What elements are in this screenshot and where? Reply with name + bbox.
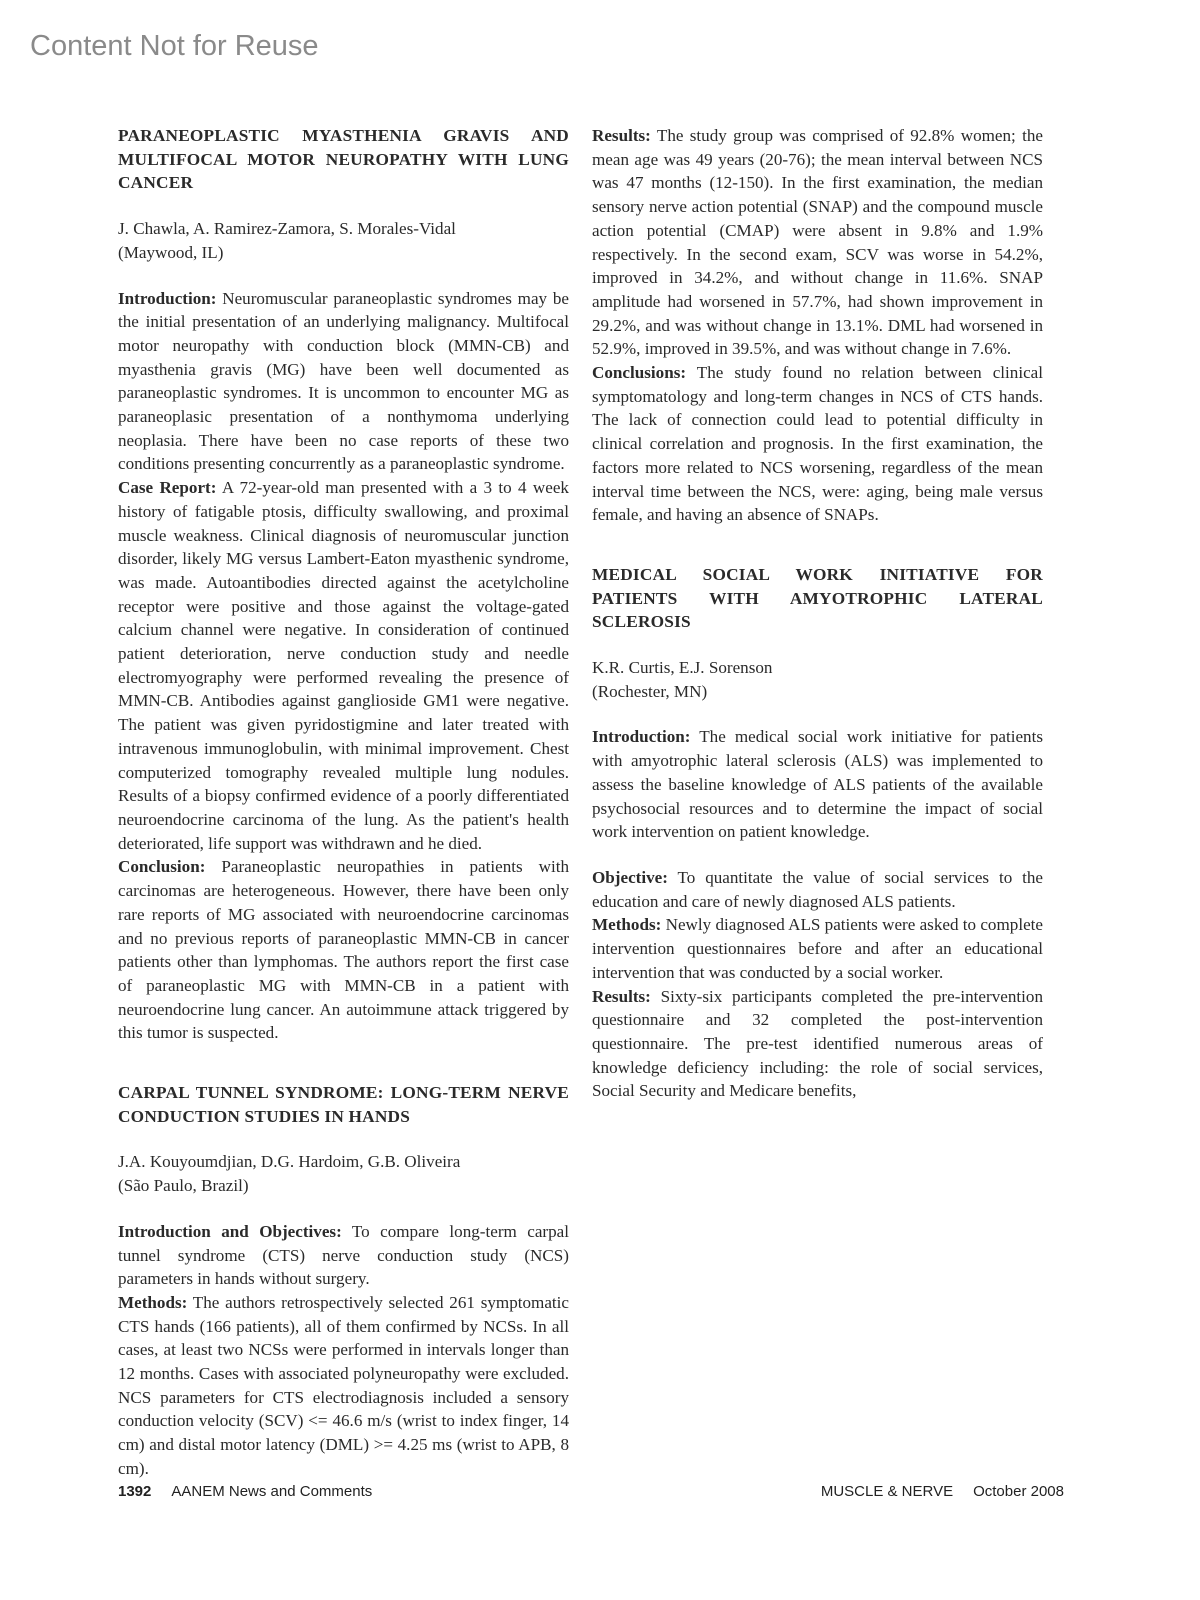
footer-left: [118, 1483, 372, 1500]
article3-authors: [592, 656, 1043, 703]
article2-intro-text: To compare long-term carpal tunnel syndrome (CTS) nerve conduction study (NCS) parameters in hands without surgery.: [118, 1221, 569, 1289]
left-column: [118, 124, 569, 1481]
article1-authors: [118, 217, 569, 264]
article1-title: PARANEOPLASTIC MYASTHENIA GRAVIS AND MULTIFOCAL MOTOR NEUROPATHY WITH LUNG CANCER: [118, 126, 569, 193]
article3-methods-label: Methods:: [592, 915, 662, 935]
article2-author-names: J.A. Kouyoumdjian, D.G. Hardoim, G.B. Oliveira: [118, 1152, 461, 1172]
article1-case-text: A 72-year-old man presented with a 3 to 4 week history of fatigable ptosis, difficulty swallowing, and proximal muscle weakness. Clinical diagnosis of neuromuscular junction disorder, likely MG versus Lambert-Eaton myasthenic syndrome, was made. Autoantibodies directed against the acetylcholine receptor were positive and those against the voltage-gated calcium channel were negative. In consideration of continued patient deterioration, nerve conduction study and needle electromyography were performed revealing the presence of MMN-CB. Antibodies against ganglioside GM1 were negative. The patient was given pyridostigmine and later treated with intravenous immunoglobulin, with minimal improvement. Chest computerized tomography revealed multiple lung nodules. Results of a biopsy confirmed evidence of a poorly differentiated neuroendocrine carcinoma of the lung. As the patient's health deteriorated, life support was withdrawn and he died.: [118, 478, 569, 853]
article3-methods: [592, 913, 1043, 984]
article2-intro-label: Introduction and Objectives:: [118, 1221, 342, 1241]
article2-conclusions-label: Conclusions:: [592, 363, 687, 383]
article2-methods-text: The authors retrospectively selected 261 symptomatic CTS hands (166 patients), all of them confirmed by NCSs. In all cases, at least two NCSs were performed in intervals longer than 12 months. Cases with associated polyneuropathy were excluded. NCS parameters for CTS electrodiagnosis included a sensory conduction velocity (SCV) <= 46.6 m/s (wrist to index finger, 14 cm) and distal motor latency (DML) >= 4.25 ms (wrist to APB, 8 cm).: [118, 1292, 570, 1478]
article1-conclusion: [118, 855, 569, 1045]
article1-conclusion-text: Paraneoplastic neuropathies in patients with carcinomas are heterogeneous. However, there have been only rare reports of MG associated with neuroendocrine carcinomas and no previous reports of paraneoplastic MMN-CB in cancer patients other than lymphomas. The authors report the first case of paraneoplastic MG with MMN-CB in a patient with neuroendocrine lung cancer. An autoimmune attack triggered by this tumor is suspected.: [118, 857, 569, 1043]
article2-results-text: The study group was comprised of 92.8% women; the mean age was 49 years (20-76); the mean interval between NCS was 47 months (12-150). In the first examination, the median sensory nerve action potential (SNAP) and the compound muscle action potential (CMAP) were absent in 9.8% and 1.9% respectively. In the second exam, SCV was worse in 54.2%, improved in 34.2%, and without change in 11.6%. SNAP amplitude had worsened in 57.7%, had shown improvement in 29.2%, and was without change in 13.1%. DML had worsened in 52.9%, improved in 39.5%, and was without change in 7.6%.: [592, 126, 1043, 359]
article3-objective-label: Objective:: [592, 867, 668, 887]
footer-section: AANEM News and Comments: [171, 1483, 373, 1500]
article2-introduction: [118, 1220, 569, 1291]
article2-results-label: Results:: [592, 126, 651, 145]
article3-title: MEDICAL SOCIAL WORK INITIATIVE FOR PATIENTS WITH AMYOTROPHIC LATERAL SCLEROSIS: [592, 564, 1043, 632]
article2-location: (São Paulo, Brazil): [118, 1176, 249, 1196]
article1-introduction: [118, 287, 569, 477]
footer-right: [821, 1483, 1064, 1500]
article3-intro-label: Introduction:: [592, 727, 691, 747]
article2-conclusions: [592, 361, 1043, 527]
article2-conclusions-text: The study found no relation between clinical symptomatology and long-term changes in NCS of CTS hands. The lack of connection could lead to potential difficulty in clinical correlation and prognosis. In the first examination, the factors more related to NCS worsening, regardless of the mean interval time between the NCS, were: aging, being male versus female, and having an absence of SNAPs.: [592, 363, 1044, 525]
article1-case-report: [118, 476, 569, 855]
article2-title: CARPAL TUNNEL SYNDROME: LONG-TERM NERVE CONDUCTION STUDIES IN HANDS: [118, 1083, 569, 1126]
article2-methods: [118, 1291, 569, 1481]
article2-methods-label: Methods:: [118, 1292, 188, 1312]
article3-location: (Rochester, MN): [592, 681, 708, 701]
article2-results: [592, 124, 1043, 361]
article3-intro-text: The medical social work initiative for patients with amyotrophic lateral sclerosis (ALS) was implemented to assess the baseline knowledge of ALS patients of the available psychosocial resources and to determine the impact of social work intervention on patient knowledge.: [592, 727, 1043, 842]
article2-authors: [118, 1150, 569, 1197]
article3-author-names: K.R. Curtis, E.J. Sorenson: [592, 658, 773, 678]
article3-objective-text: To quantitate the value of social services to the education and care of newly diagnosed ALS patients.: [592, 867, 1044, 911]
article1-conclusion-label: Conclusion:: [118, 857, 206, 877]
article3-results-label: Results:: [592, 986, 651, 1006]
right-column: [592, 124, 1043, 1103]
page-number: 1392: [118, 1483, 152, 1500]
article1-location: (Maywood, IL): [118, 242, 224, 262]
watermark: Content Not for Reuse: [30, 30, 319, 62]
article3-introduction: [592, 725, 1043, 844]
article1-case-label: Case Report:: [118, 478, 217, 498]
article3-results-text: Sixty-six participants completed the pre-intervention questionnaire and 32 completed the post-intervention questionnaire. The pre-test identified numerous areas of knowledge deficiency including: the role of social services, Social Security and Medicare benefits,: [592, 986, 1043, 1101]
article1-author-names: J. Chawla, A. Ramirez-Zamora, S. Morales-Vidal: [118, 219, 456, 239]
page-footer: [118, 1483, 1064, 1505]
article3-methods-text: Newly diagnosed ALS patients were asked to complete intervention questionnaires before and after an educational intervention that was conducted by a social worker.: [592, 915, 1043, 982]
article3-objective: [592, 866, 1043, 913]
article1-intro-label: Introduction:: [118, 288, 217, 308]
article3-results: [592, 985, 1043, 1104]
article1-intro-text: Neuromuscular paraneoplastic syndromes may be the initial presentation of an underlying malignancy. Multifocal motor neuropathy with conduction block (MMN-CB) and myasthenia gravis (MG) have been well documented as paraneoplastic syndromes. It is uncommon to encounter MG as paraneoplasic presentation of a nonthymoma underlying neoplasia. There have been no case reports of these two conditions presenting concurrently as a paraneoplastic syndrome.: [118, 288, 569, 474]
footer-journal: MUSCLE & NERVE: [820, 1483, 954, 1500]
footer-date: October 2008: [973, 1483, 1064, 1500]
